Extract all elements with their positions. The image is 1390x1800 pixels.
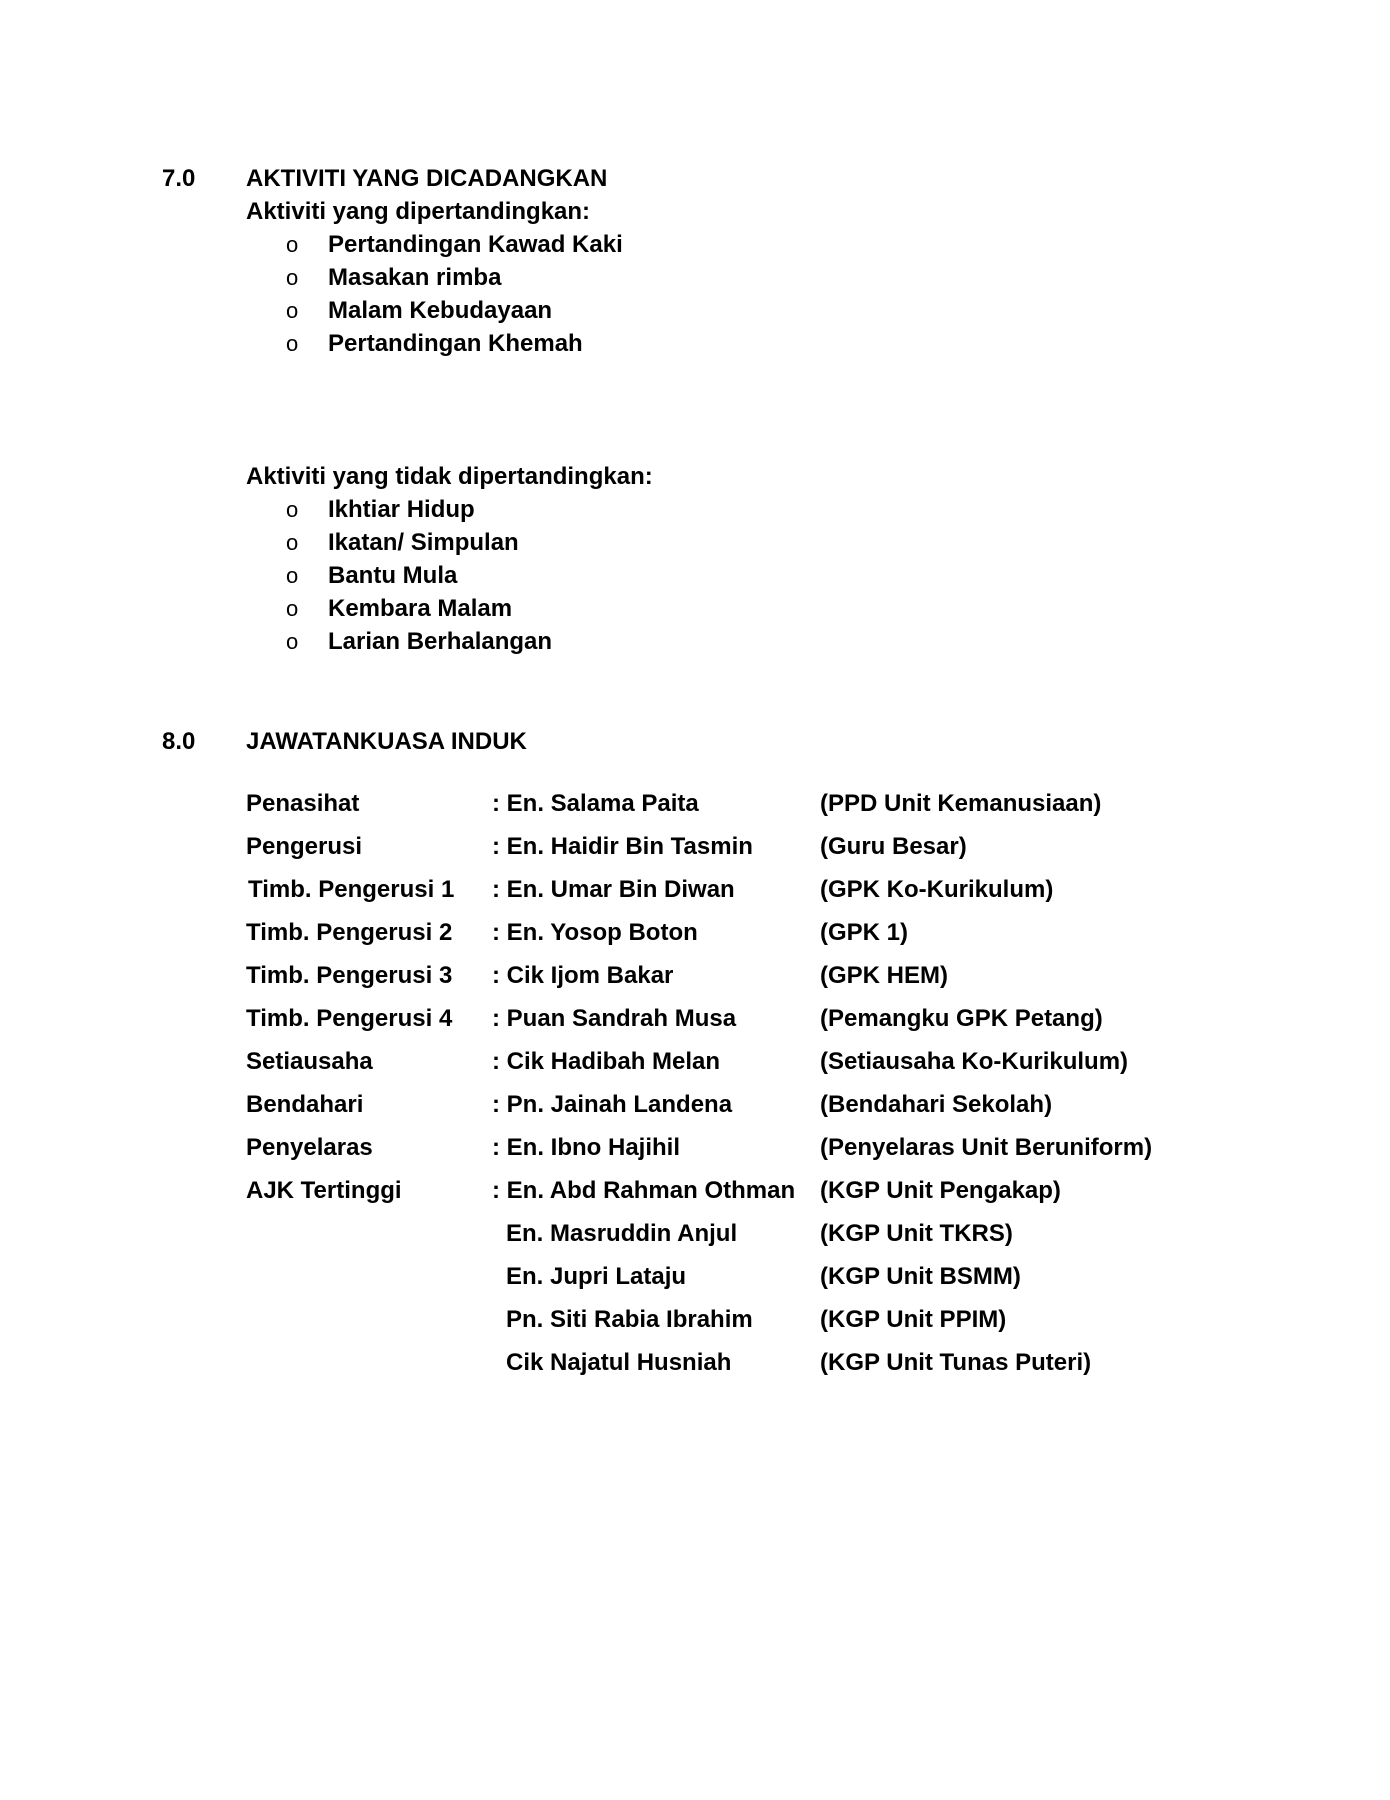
table-row — [246, 833, 1246, 876]
committee-name: En. Jupri Lataju — [506, 1263, 687, 1290]
committee-role: AJK Tertinggi — [246, 1177, 402, 1204]
committee-name: : Pn. Jainah Landena — [492, 1091, 733, 1118]
bullet-icon: o — [286, 232, 299, 257]
committee-position: (PPD Unit Kemanusiaan) — [820, 790, 1102, 817]
committee-position: (Penyelaras Unit Beruniform) — [820, 1134, 1153, 1161]
non-competitive-activities-heading: Aktiviti yang tidak dipertandingkan: — [246, 463, 653, 490]
section-8-title: JAWATANKUASA INDUK — [246, 728, 527, 755]
committee-name: : Puan Sandrah Musa — [492, 1005, 737, 1032]
table-row — [246, 1306, 1246, 1349]
committee-position: (Setiausaha Ko-Kurikulum) — [820, 1048, 1129, 1075]
table-row — [246, 1177, 1246, 1220]
committee-role: Setiausaha — [246, 1048, 373, 1075]
committee-role: Timb. Pengerusi 4 — [246, 1005, 453, 1032]
list-item: o Pertandingan Khemah — [286, 327, 623, 360]
section-7-title: AKTIVITI YANG DICADANGKAN — [246, 165, 608, 192]
committee-position: (GPK HEM) — [820, 962, 948, 989]
table-row — [246, 962, 1246, 1005]
committee-name: En. Masruddin Anjul — [506, 1220, 738, 1247]
table-row — [246, 1134, 1246, 1177]
list-item: o Larian Berhalangan — [286, 625, 552, 658]
bullet-icon: o — [286, 530, 299, 555]
committee-position: (KGP Unit Pengakap) — [820, 1177, 1061, 1204]
non-competitive-activities-list — [286, 493, 552, 658]
competitive-activities-list — [286, 228, 623, 360]
committee-role: Timb. Pengerusi 3 — [246, 962, 453, 989]
committee-name: : Cik Ijom Bakar — [492, 962, 674, 989]
table-row — [246, 1220, 1246, 1263]
committee-name: : Cik Hadibah Melan — [492, 1048, 721, 1075]
list-item: o Ikhtiar Hidup — [286, 493, 552, 526]
committee-name: : En. Haidir Bin Tasmin — [492, 833, 753, 860]
committee-role: Timb. Pengerusi 2 — [246, 919, 453, 946]
table-row — [246, 876, 1246, 919]
table-row — [246, 1349, 1246, 1392]
table-row — [246, 919, 1246, 962]
committee-name: : En. Abd Rahman Othman — [492, 1177, 796, 1204]
committee-name: : En. Umar Bin Diwan — [492, 876, 735, 903]
committee-position: (Guru Besar) — [820, 833, 967, 860]
committee-name: : En. Ibno Hajihil — [492, 1134, 680, 1161]
list-item: o Malam Kebudayaan — [286, 294, 623, 327]
committee-name: : En. Yosop Boton — [492, 919, 698, 946]
list-item: o Masakan rimba — [286, 261, 623, 294]
table-row — [246, 1091, 1246, 1134]
list-item: o Bantu Mula — [286, 559, 552, 592]
list-item: o Kembara Malam — [286, 592, 552, 625]
committee-role: Penyelaras — [246, 1134, 373, 1161]
committee-name: : En. Salama Paita — [492, 790, 699, 817]
committee-position: (KGP Unit BSMM) — [820, 1263, 1021, 1290]
committee-role: Bendahari — [246, 1091, 364, 1118]
committee-position: (KGP Unit Tunas Puteri) — [820, 1349, 1092, 1376]
committee-position: (Pemangku GPK Petang) — [820, 1005, 1103, 1032]
table-row — [246, 1263, 1246, 1306]
committee-position: (GPK 1) — [820, 919, 909, 946]
committee-role: Penasihat — [246, 790, 360, 817]
bullet-icon: o — [286, 629, 299, 654]
bullet-icon: o — [286, 563, 299, 588]
list-item: o Ikatan/ Simpulan — [286, 526, 552, 559]
committee-name: Cik Najatul Husniah — [506, 1349, 732, 1376]
committee-name: Pn. Siti Rabia Ibrahim — [506, 1306, 753, 1333]
committee-position: (Bendahari Sekolah) — [820, 1091, 1053, 1118]
bullet-icon: o — [286, 265, 299, 290]
section-8-number: 8.0 — [162, 728, 196, 755]
committee-table — [246, 790, 1246, 1392]
committee-role: Pengerusi — [246, 833, 363, 860]
bullet-icon: o — [286, 497, 299, 522]
list-item: o Pertandingan Kawad Kaki — [286, 228, 623, 261]
committee-role: Timb. Pengerusi 1 — [248, 876, 455, 903]
bullet-icon: o — [286, 596, 299, 621]
committee-position: (KGP Unit TKRS) — [820, 1220, 1013, 1247]
bullet-icon: o — [286, 298, 299, 323]
committee-position: (KGP Unit PPIM) — [820, 1306, 1007, 1333]
competitive-activities-heading: Aktiviti yang dipertandingkan: — [246, 198, 591, 225]
table-row — [246, 1005, 1246, 1048]
table-row — [246, 1048, 1246, 1091]
table-row — [246, 790, 1246, 833]
section-7-number: 7.0 — [162, 165, 196, 192]
committee-position: (GPK Ko-Kurikulum) — [820, 876, 1054, 903]
bullet-icon: o — [286, 331, 299, 356]
